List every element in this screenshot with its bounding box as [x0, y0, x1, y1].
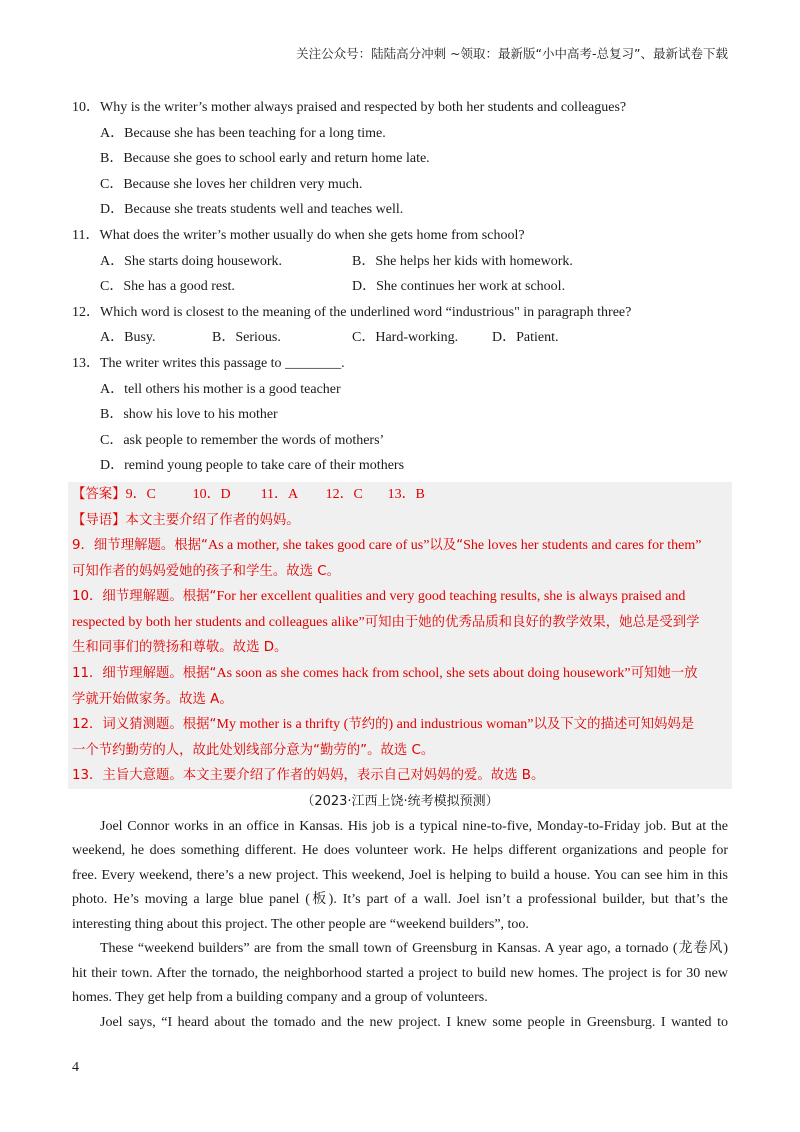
- explanation-12-line-2: 一个节约勤劳的人，故此处划线部分意为“勤劳的”。故选 C。: [72, 742, 435, 758]
- explanation-10-text: 10．细节理解题。根据“: [72, 589, 217, 605]
- explanation-11-quote: As soon as she comes hack from school, she sets about doing housework”: [216, 666, 631, 682]
- question-11-option-d: D．She continues her work at school.: [352, 279, 566, 295]
- explanation-12-gloss: 节约的: [348, 717, 389, 733]
- question-11-option-c: C．She has a good rest.: [100, 279, 235, 295]
- paragraph-1-line: photo. He’s moving a large blue panel (板). It’s part of a wall. Joel isn’t a professional builder, but that’s the: [72, 892, 728, 908]
- question-13-stem-suffix: .: [341, 355, 345, 371]
- explanation-12-quote-b: ) and industrious woman”: [388, 717, 534, 733]
- question-12-option-b: B．Serious.: [212, 330, 281, 346]
- explanation-10-line-3: 生和同事们的赞扬和尊敬。故选 D。: [72, 640, 288, 656]
- explanation-10-text-cont: 可知由于她的优秀品质和良好的教学效果，她总是受到学: [364, 614, 700, 630]
- answer-key-13: 13．B: [387, 486, 425, 502]
- explanation-10-quote: For her excellent qualities and very good teaching results, she is always praised and: [216, 589, 686, 605]
- answer-key-label: 【答案】: [72, 486, 126, 502]
- explanation-10-quote-cont: respected by both her students and colleagues alike”: [72, 614, 365, 630]
- explanation-11-text: 11．细节理解题。根据“: [72, 666, 217, 682]
- explanation-9-quote-1: As a mother, she takes good care of us”: [207, 538, 430, 554]
- paragraph-1-line: free. Every weekend, there’s a new project. This weekend, Joel is helping to build a house. You can see him in this: [72, 867, 728, 883]
- question-10-option-c: C．Because she loves her children very much.: [100, 176, 363, 192]
- question-12-stem: 12．Which word is closest to the meaning of the underlined word “industrious" in paragraph three?: [72, 304, 632, 320]
- paragraph-2-line: These “weekend builders” are from the small town of Greensburg in Kansas. A year ago, a tornado (龙卷风): [100, 941, 728, 957]
- question-12-option-c: C．Hard-working.: [352, 330, 459, 346]
- paragraph-2-line: hit their town. After the tornado, the neighborhood started a project to build new homes. The project is for 30 new: [72, 965, 728, 981]
- paragraph-2-line: homes. They get help from a building company and a group of volunteers.: [72, 990, 488, 1006]
- explanation-12-quote-a: My mother is a thrifty (: [216, 717, 349, 733]
- page-content: [72, 95, 728, 1035]
- paragraph-1-line: weekend, he does something different. He does volunteer work. He helps different organizations and people for: [72, 843, 728, 859]
- question-13-blank: ________: [285, 355, 342, 371]
- header-promo-note: 关注公众号：陆陆高分冲刺 ~领取：最新版“小中高考-总复习”、最新试卷下载: [296, 46, 728, 61]
- question-13-option-c: C．ask people to remember the words of mothers’: [100, 432, 385, 448]
- answer-explanation-box: [68, 482, 732, 789]
- answer-key-11: 11．A: [260, 486, 299, 502]
- explanation-11-line-2: 学就开始做家务。故选 A。: [72, 691, 233, 707]
- question-11-options-row-1: [72, 249, 728, 275]
- question-13-option-d: D．remind young people to take care of their mothers: [100, 458, 405, 474]
- question-11-options-row-2: [72, 274, 728, 300]
- question-10-option-b: B．Because she goes to school early and return home late.: [100, 151, 430, 167]
- paragraph-1-line: Joel Connor works in an office in Kansas. His job is a typical nine-to-five, Monday-to-Friday job. But at the: [100, 818, 728, 834]
- question-13-stem-prefix: 13．The writer writes this passage to: [72, 355, 286, 371]
- question-13-option-a: A．tell others his mother is a good teacher: [100, 381, 341, 397]
- answer-guide: 【导语】本文主要介绍了作者的妈妈。: [72, 512, 300, 528]
- answer-key-10: 10．D: [192, 486, 231, 502]
- question-10-stem: 10．Why is the writer’s mother always praised and respected by both her students and colleagues?: [72, 100, 627, 115]
- question-10-option-d: D．Because she treats students well and teaches well.: [100, 202, 404, 218]
- explanation-10-line-1: [72, 584, 728, 610]
- explanation-12-text: 12．词义猜测题。根据“: [72, 717, 217, 733]
- answer-key-12: 12．C: [325, 486, 363, 502]
- question-12-option-a: A．Busy.: [100, 330, 156, 346]
- passage-paragraph-3: [72, 1011, 728, 1036]
- question-13-stem: [72, 351, 728, 377]
- answer-key-line: [72, 482, 728, 508]
- question-12-option-d: D．Patient.: [492, 330, 559, 346]
- explanation-10-line-2: [72, 610, 728, 636]
- explanation-9-connector: 以及“: [429, 538, 464, 554]
- paragraph-1-line: interesting thing about this project. The other people are “weekend builders”, too.: [72, 916, 529, 932]
- question-11-stem: 11．What does the writer’s mother usually do when she gets home from school?: [72, 227, 525, 243]
- passage-paragraph-2: [72, 937, 728, 1011]
- explanation-11-line-1: [72, 661, 728, 687]
- question-12-options: [72, 325, 728, 351]
- explanation-9-line-1: [72, 533, 728, 559]
- question-11-option-b: B．She helps her kids with homework.: [352, 253, 573, 269]
- explanation-9-quote-2: She loves her students and cares for them”: [463, 538, 702, 554]
- explanation-12-line-1: [72, 712, 728, 738]
- explanation-12-text-cont: 以及下文的描述可知妈妈是: [533, 717, 695, 733]
- page-number: 4: [72, 1060, 79, 1075]
- passage-source: （2023·江西上饶·统考模拟预测）: [301, 794, 499, 810]
- explanation-13: 13．主旨大意题。本文主要介绍了作者的妈妈，表示自己对妈妈的爱。故选 B。: [72, 768, 545, 784]
- explanation-11-text-cont: 可知她一放: [630, 666, 698, 682]
- question-11-option-a: A．She starts doing housework.: [100, 253, 282, 269]
- explanation-9-text: 9．细节理解题。根据“: [72, 538, 208, 554]
- question-13-option-b: B．show his love to his mother: [100, 407, 278, 423]
- paragraph-3-line: Joel says, “I heard about the tomado and the new project. I knew some people in Greensburg. I wanted to: [100, 1014, 728, 1030]
- question-10-option-a: A．Because she has been teaching for a long time.: [100, 125, 386, 141]
- explanation-9-line-2: 可知作者的妈妈爱她的孩子和学生。故选 C。: [72, 563, 341, 579]
- answer-key-9: 9．C: [125, 486, 156, 502]
- passage-paragraph-1: [72, 815, 728, 938]
